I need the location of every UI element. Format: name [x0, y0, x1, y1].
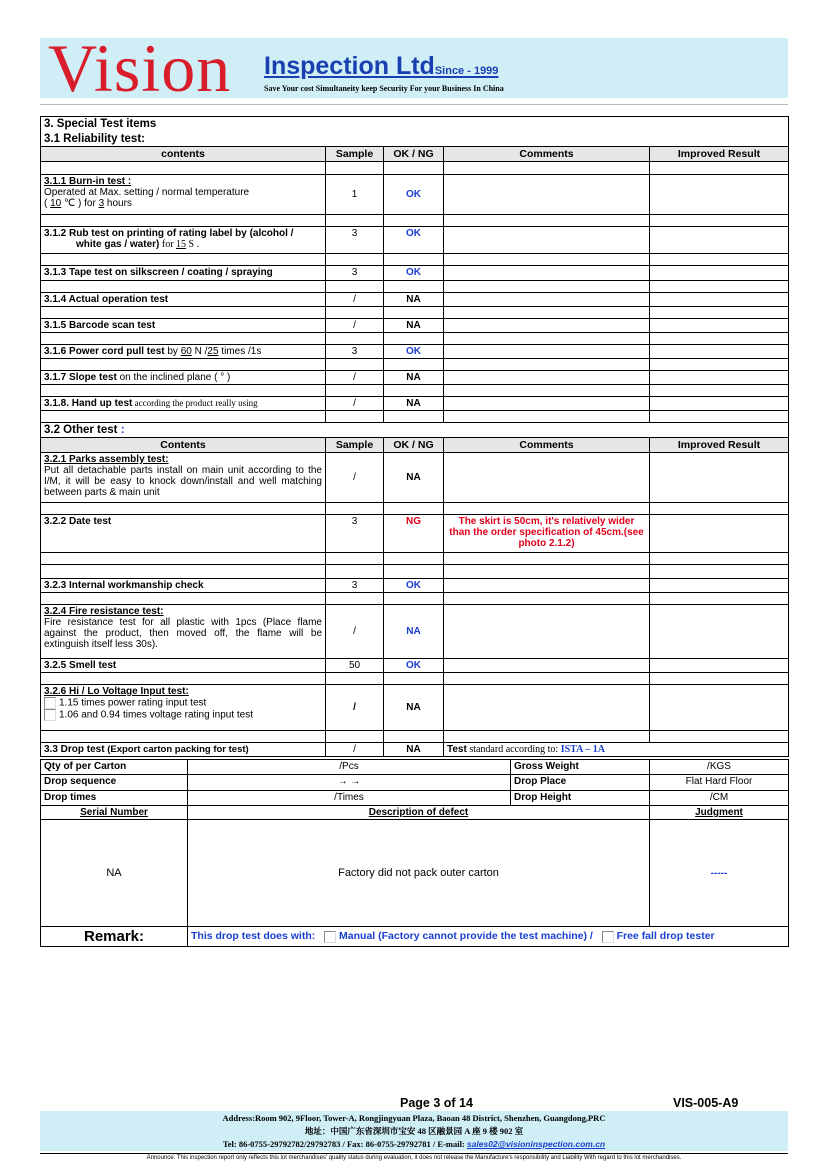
sample-value: 3 [326, 266, 384, 281]
remark-label: Remark: [41, 927, 188, 947]
section-title: 3.2 Other test : [41, 423, 789, 438]
header-divider [40, 104, 788, 105]
result-value: OK [384, 266, 444, 281]
col-comments: Comments [444, 438, 650, 453]
table-row [41, 659, 789, 673]
times-value: /Times [188, 791, 511, 806]
table-row [41, 319, 789, 333]
sample-value: 3 [326, 227, 384, 254]
table-row [41, 685, 789, 731]
checkbox-icon[interactable] [44, 697, 56, 709]
col-serial: Serial Number [41, 806, 188, 820]
row-title: 3.2.2 Date test [41, 515, 326, 553]
col-contents: contents [41, 147, 326, 162]
row-text: ( 10 ℃ ) for 3 hours [44, 198, 132, 209]
table-row [41, 371, 789, 385]
result-value: OK [384, 659, 444, 673]
sample-value: 1 [326, 175, 384, 215]
page-number: Page 3 of 14 [400, 1096, 473, 1110]
special-test-table [40, 116, 789, 757]
parks-assembly-cell [41, 453, 326, 503]
voltage-test-cell [41, 685, 326, 731]
result-value: OK [384, 227, 444, 254]
sample-value: / [326, 453, 384, 503]
gross-value: /KGS [650, 760, 789, 775]
row-title: 3.1.2 Rub test on printing of rating label by (alcohol / [44, 228, 294, 239]
table-row [41, 345, 789, 359]
sample-value: / [326, 743, 384, 757]
col-sample: Sample [326, 438, 384, 453]
since-label: Since - 1999 [434, 65, 499, 77]
seq-label: Drop sequence [41, 775, 188, 791]
address-cn: 地址：中国广东省深圳市宝安 48 区融景园 A 座 9 楼 902 室 [304, 1126, 524, 1136]
sample-value: / [326, 685, 384, 731]
power-cord-cell: 3.1.6 Power cord pull test by 60 N /25 times /1s [41, 345, 326, 359]
remark-text: This drop test does with: Manual (Factory cannot provide the test machine) / Free fall drop tester [188, 927, 789, 947]
comment-value: The skirt is 50cm, it's relatively wider than the order specification of 45cm.(see photo 2.1.2) [444, 515, 650, 553]
result-value: NA [384, 293, 444, 307]
table-row [41, 453, 789, 503]
row-title: 3.2.1 Parks assembly test: [44, 454, 169, 465]
drop-info-table [40, 759, 789, 806]
sample-value: / [326, 397, 384, 411]
sample-value: 3 [326, 515, 384, 553]
slogan: Save Your cost Simultaneity keep Security For your Business In China [264, 84, 504, 93]
result-value: NA [384, 319, 444, 333]
col-ok-ng: OK / NG [384, 438, 444, 453]
result-value: NG [384, 515, 444, 553]
hand-up-cell: 3.1.8. Hand up test according the product really using [41, 397, 326, 411]
contact-line: Tel: 86-0755-29792782/29792783 / Fax: 86-0755-29792781 / E-mail: sales02@visioninspection.com.cn [222, 1139, 606, 1149]
place-value: Flat Hard Floor [650, 775, 789, 791]
col-comments: Comments [444, 147, 650, 162]
sample-value: 3 [326, 345, 384, 359]
defect-table [40, 805, 789, 947]
height-value: /CM [650, 791, 789, 806]
table-row [41, 605, 789, 659]
result-value: NA [384, 685, 444, 731]
result-value: NA [384, 371, 444, 385]
doc-code: VIS-005-A9 [673, 1096, 739, 1110]
table-row [41, 293, 789, 307]
row-text: Put all detachable parts install on main unit according to the I/M, it will be easy to knock down/install and well matching between parts & main unit [44, 465, 322, 498]
row-title: 3.1.1 Burn-in test : [44, 176, 132, 187]
col-ok-ng: OK / NG [384, 147, 444, 162]
row-title: 3.1.4 Actual operation test [41, 293, 326, 307]
fire-resistance-cell [41, 605, 326, 659]
address: Address:Room 902, 9Floor, Tower-A, Rongjingyuan Plaza, Baoan 48 District, Shenzhen, Guangdong,PRC [222, 1113, 606, 1123]
announcement: Announce: This inspection report only reflects this lot merchandises' quality status during evaluation, it does not release the Manufacture's responsibility and Liability With regard to this lot merchandises. [40, 1153, 788, 1161]
place-label: Drop Place [511, 775, 650, 791]
result-value: OK [384, 579, 444, 593]
burn-in-cell [41, 175, 326, 215]
slope-test-cell: 3.1.7 Slope test on the inclined plane ( ° ) [41, 371, 326, 385]
table-row [41, 266, 789, 281]
result-value: NA [384, 397, 444, 411]
col-contents: Contents [41, 438, 326, 453]
drop-test-row [41, 743, 789, 757]
col-judgment: Judgment [650, 806, 789, 820]
email-link[interactable]: sales02@visioninspection.com.cn [466, 1139, 606, 1149]
checkbox-icon[interactable] [602, 931, 614, 943]
result-value: OK [384, 345, 444, 359]
row-title: 3.2.3 Internal workmanship check [41, 579, 326, 593]
subsection-title: 3.1 Reliability test: [41, 132, 789, 147]
result-value: OK [384, 175, 444, 215]
company-name: Inspection LtdSince - 1999 [264, 52, 499, 80]
header-band [40, 30, 788, 106]
col-description: Description of defect [188, 806, 650, 820]
footer-band [40, 1111, 788, 1151]
row-title: 3.1.5 Barcode scan test [41, 319, 326, 333]
rub-test-cell [41, 227, 326, 254]
col-improved: Improved Result [650, 147, 789, 162]
sample-value: / [326, 371, 384, 385]
drop-standard: Test standard according to: ISTA – 1A [444, 743, 789, 757]
section-title: 3. Special Test items [41, 117, 789, 132]
table-row [41, 515, 789, 553]
times-label: Drop times [41, 791, 188, 806]
sample-value: / [326, 319, 384, 333]
table-row [41, 175, 789, 215]
option-1: 1.15 times power rating input test [44, 697, 322, 709]
result-value: NA [384, 453, 444, 503]
col-improved: Improved Result [650, 438, 789, 453]
table-row [41, 397, 789, 411]
table-row [41, 227, 789, 254]
row-text: white gas / water) for 15 S . [76, 239, 200, 250]
serial-value: NA [41, 820, 188, 927]
row-title: 3.2.4 Fire resistance test: [44, 606, 164, 617]
row-title: 3.2.5 Smell test [41, 659, 326, 673]
row-title: 3.2.6 Hi / Lo Voltage Input test: [44, 686, 189, 697]
drop-test-cell: 3.3 Drop test (Export carton packing for test) [41, 743, 326, 757]
qty-label: Qty of per Carton [41, 760, 188, 775]
height-label: Drop Height [511, 791, 650, 806]
judgment-value: ----- [650, 820, 789, 927]
result-value: NA [384, 743, 444, 757]
row-text: Operated at Max. setting / normal temperature [44, 187, 250, 198]
qty-value: /Pcs [188, 760, 511, 775]
option-2: 1.06 and 0.94 times voltage rating input test [44, 709, 322, 721]
seq-value: → → [188, 775, 511, 791]
row-text: Fire resistance test for all plastic with 1pcs (Place flame against the product, then moved off, the flame will be extinguish itself less 30s). [44, 617, 322, 650]
checkbox-icon[interactable] [324, 931, 336, 943]
sample-value: / [326, 605, 384, 659]
table-row [41, 579, 789, 593]
tape-test-cell: 3.1.3 Tape test on silkscreen / coating / spraying [41, 266, 326, 281]
result-value: NA [384, 605, 444, 659]
defect-description: Factory did not pack outer carton [188, 820, 650, 927]
checkbox-icon[interactable] [44, 709, 56, 721]
sample-value: 50 [326, 659, 384, 673]
col-sample: Sample [326, 147, 384, 162]
gross-label: Gross Weight [511, 760, 650, 775]
sample-value: / [326, 293, 384, 307]
sample-value: 3 [326, 579, 384, 593]
vision-logo: Vision [48, 30, 232, 106]
